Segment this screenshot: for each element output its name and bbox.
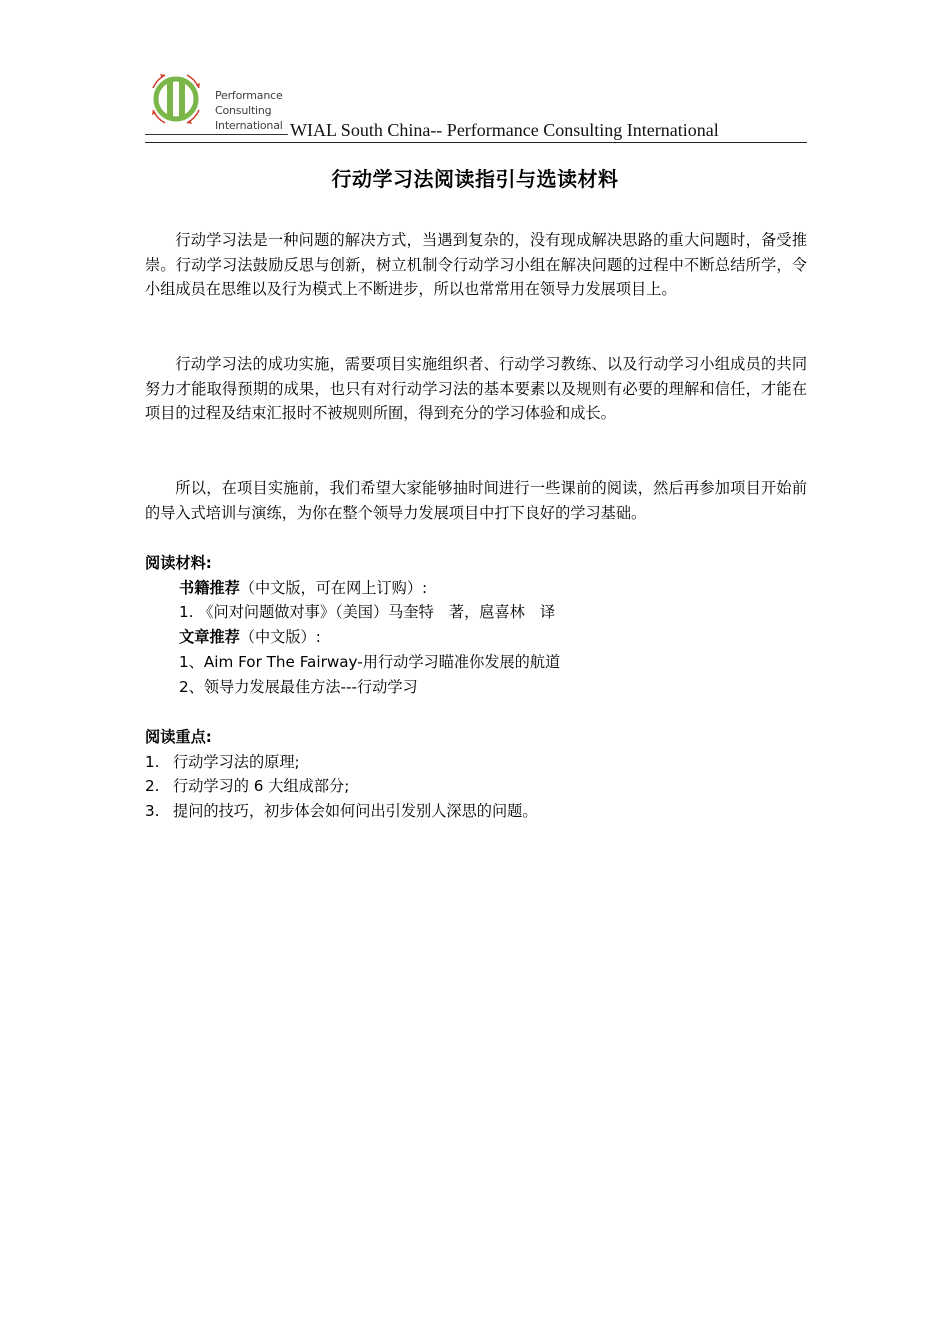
- article-item: 2、领导力发展最佳方法---行动学习: [179, 678, 418, 696]
- header-title: WIAL South China-- Performance Consulting International: [290, 120, 719, 140]
- paragraph-intro: 行动学习法是一种问题的解决方式，当遇到复杂的，没有现成解决思路的重大问题时，备受推崇。行动学习法鼓励反思与创新，树立机制令行动学习小组在解决问题的过程中不断总结所学，令小组成员在思维以及行为模式上不断进步，所以也常常用在领导力发展项目上。: [145, 231, 807, 299]
- page-header: [145, 66, 807, 144]
- focus-item-number: 2.: [145, 777, 160, 795]
- logo-line-3: International: [215, 119, 283, 132]
- focus-item-number: 3.: [145, 802, 160, 820]
- books-heading: [179, 576, 427, 600]
- document-title: 行动学习法阅读指引与选读材料: [331, 167, 619, 191]
- logo-underline: [145, 134, 288, 135]
- articles-heading: [179, 625, 321, 649]
- focus-item: [145, 750, 300, 774]
- books-heading-note: （中文版，可在网上订购）:: [239, 579, 428, 597]
- logo-wordmark: [215, 88, 283, 133]
- article-item: 1、Aim For The Fairway-用行动学习瞄准你发展的航道: [179, 653, 561, 671]
- paragraph-implementation: 行动学习法的成功实施，需要项目实施组织者、行动学习教练、以及行动学习小组成员的共同努力才能取得预期的成果，也只有对行动学习法的基本要素以及规则有必要的理解和信任，才能在项目的过程及结束汇报时不被规则所囿，得到充分的学习体验和成长。: [145, 355, 807, 423]
- logo-line-1: Performance: [215, 89, 283, 102]
- articles-heading-label: 文章推荐: [179, 628, 240, 646]
- books-heading-label: 书籍推荐: [179, 579, 240, 597]
- focus-item-text: 提问的技巧，初步体会如何问出引发别人深思的问题。: [173, 802, 538, 820]
- focus-item-number: 1.: [145, 753, 160, 771]
- focus-item: [145, 799, 538, 823]
- focus-item-text: 行动学习的 6 大组成部分;: [173, 777, 350, 795]
- header-divider: [145, 142, 807, 143]
- focus-item-text: 行动学习法的原理;: [173, 753, 300, 771]
- book-item: 1. 《问对问题做对事》（美国）马奎特 著，扈喜林 译: [179, 603, 556, 621]
- focus-item: [145, 774, 349, 798]
- focus-heading: 阅读重点:: [145, 728, 212, 746]
- materials-heading: 阅读材料:: [145, 554, 212, 572]
- articles-heading-note: （中文版）:: [239, 628, 321, 646]
- logo-line-2: Consulting: [215, 104, 272, 117]
- paragraph-preparation: 所以，在项目实施前，我们希望大家能够抽时间进行一些课前的阅读，然后再参加项目开始前的导入式培训与演练，为你在整个领导力发展项目中打下良好的学习基础。: [145, 479, 807, 522]
- company-logo-icon: [145, 68, 207, 130]
